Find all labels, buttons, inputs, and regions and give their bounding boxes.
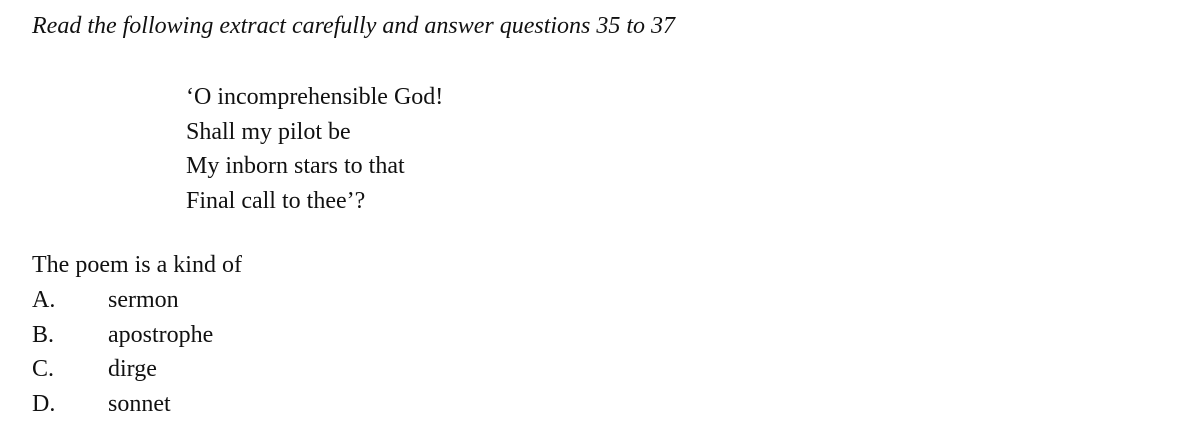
poem-line-4: Final call to thee’? xyxy=(186,188,366,215)
option-a-letter: A. xyxy=(32,287,56,313)
option-c[interactable] xyxy=(32,352,213,387)
poem-extract xyxy=(186,80,443,219)
option-c-letter: C. xyxy=(32,356,55,382)
option-a-text: sermon xyxy=(108,287,179,313)
instruction-text: Read the following extract carefully and answer questions 35 to 37 xyxy=(32,13,676,39)
option-b[interactable] xyxy=(32,318,213,353)
option-d-letter: D. xyxy=(32,390,56,417)
poem-line-2: Shall my pilot be xyxy=(186,118,351,145)
option-b-letter: B. xyxy=(32,321,55,348)
poem-line-3: My inborn stars to that xyxy=(186,153,405,180)
option-d-text: sonnet xyxy=(108,390,171,417)
option-a[interactable] xyxy=(32,283,213,318)
option-b-text: apostrophe xyxy=(108,321,214,348)
option-c-text: dirge xyxy=(108,356,157,382)
answer-options xyxy=(32,283,213,421)
poem-line-1: ‘O incomprehensible God! xyxy=(186,84,444,110)
question-stem: The poem is a kind of xyxy=(32,252,242,278)
option-d[interactable] xyxy=(32,387,213,422)
